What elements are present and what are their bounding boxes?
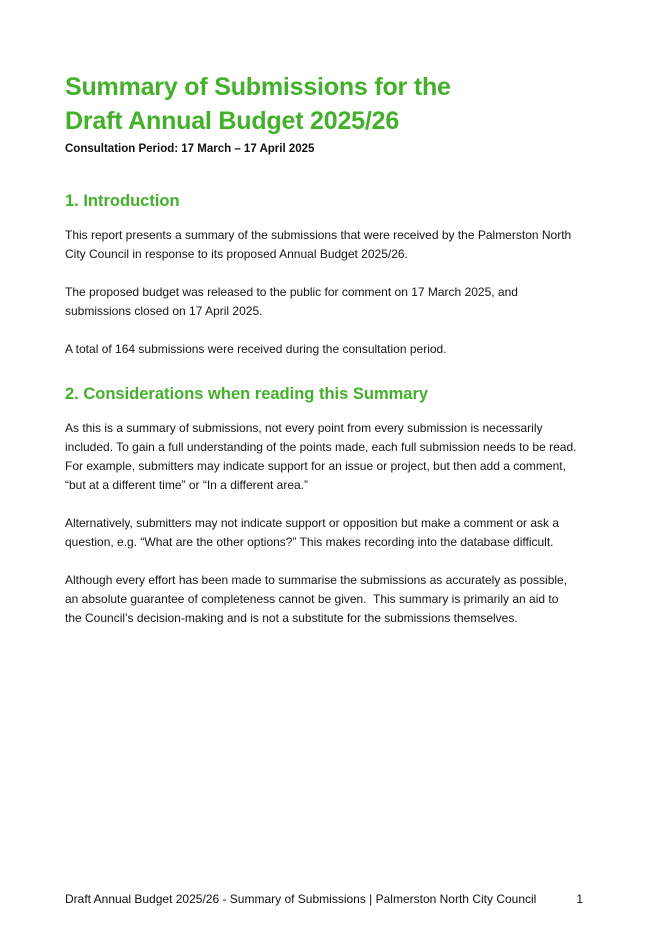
paragraph: As this is a summary of submissions, not every point from every submission is necessarily included. To gain a full understanding of the points made, each full submission needs to be read. For example, submitters may indicate support for an issue or project, but then add a comment, “but at a different time” or “In a different area.” (65, 421, 580, 492)
section-considerations (65, 384, 583, 628)
page-title (65, 70, 583, 138)
paragraph: A total of 164 submissions were received during the consultation period. (65, 342, 447, 356)
section-introduction (65, 191, 583, 359)
document-content (65, 70, 583, 647)
paragraph: Although every effort has been made to summarise the submissions as accurately as possible, an absolute guarantee of completeness cannot be given. This summary is primarily an aid to the Council’s decision-making and is not a substitute for the submissions themselves. (65, 573, 571, 625)
section-heading-introduction: 1. Introduction (65, 192, 180, 210)
paragraph: Alternatively, submitters may not indicate support or opposition but make a comment or ask a question, e.g. “What are the other options?” This makes recording into the database difficult. (65, 516, 563, 549)
consultation-period-subtitle: Consultation Period: 17 March – 17 April 2025 (65, 143, 315, 155)
page-title-line-2: Draft Annual Budget 2025/26 (65, 107, 400, 135)
page-title-line-1: Summary of Submissions for the (65, 73, 451, 101)
page-footer (65, 892, 583, 906)
paragraph: This report presents a summary of the submissions that were received by the Palmerston North City Council in response to its proposed Annual Budget 2025/26. (65, 228, 575, 261)
page-number: 1 (576, 892, 583, 906)
paragraph: The proposed budget was released to the public for comment on 17 March 2025, and submissions closed on 17 April 2025. (65, 285, 522, 318)
footer-text: Draft Annual Budget 2025/26 - Summary of Submissions | Palmerston North City Council (65, 892, 537, 906)
section-heading-considerations: 2. Considerations when reading this Summary (65, 385, 429, 403)
